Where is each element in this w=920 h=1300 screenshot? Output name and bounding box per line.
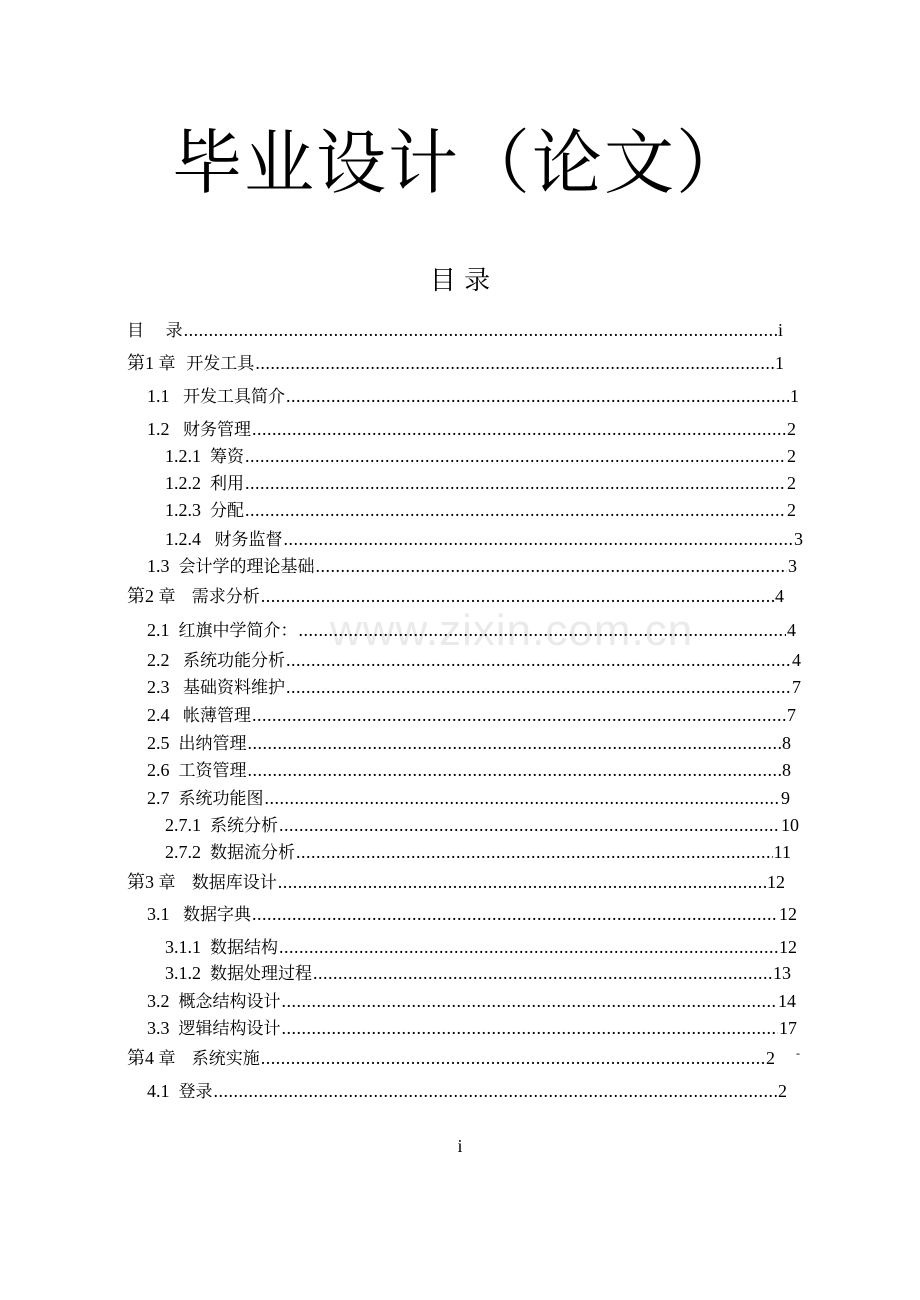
watermark: www.zixin.com.cn <box>330 606 694 655</box>
toc-entry[interactable] <box>147 1079 787 1103</box>
toc-entry-title: 目 录 <box>127 321 183 341</box>
toc-entry-title: 出纳管理 <box>178 734 247 754</box>
toc-entry[interactable] <box>165 961 791 985</box>
toc-entry-number: 3.1.1 <box>165 937 210 957</box>
toc-entry-page: 13 <box>773 963 791 983</box>
dot-leader <box>252 902 778 926</box>
toc-entry[interactable] <box>165 471 796 495</box>
toc-entry-title: 会计学的理论基础 <box>178 557 315 577</box>
dot-leader <box>313 961 772 985</box>
dot-leader <box>286 648 791 672</box>
toc-entry-title: 筹资 <box>210 447 244 467</box>
dot-leader <box>265 786 781 810</box>
dot-leader <box>255 351 774 375</box>
dot-leader <box>245 498 786 522</box>
dot-leader <box>278 870 766 894</box>
toc-entry[interactable] <box>165 498 796 522</box>
toc-entry-number: 第4 <box>127 1048 159 1068</box>
toc-entry-title: 红旗中学简介： <box>178 621 298 641</box>
dot-leader <box>248 731 782 755</box>
toc-entry-page: 4 <box>792 650 801 670</box>
toc-entry-title: 章 需求分析 <box>158 587 260 607</box>
toc-entry[interactable] <box>147 786 790 810</box>
toc-entry-page: 10 <box>781 815 799 835</box>
toc-entry-page: 3 <box>794 529 803 549</box>
toc-entry-number: 2.7.2 <box>165 842 210 862</box>
toc-entry-number: 1.1 <box>147 386 183 406</box>
toc-entry[interactable] <box>147 384 799 408</box>
toc-entry-page: 2 <box>787 419 796 439</box>
toc-entry[interactable] <box>147 554 797 578</box>
toc-entry-page: 12 <box>779 937 797 957</box>
toc-entry-title: 系统分析 <box>210 816 278 836</box>
toc-entry-number: 3.1 <box>147 904 183 924</box>
toc-entry-page: 14 <box>778 991 796 1011</box>
toc-entry[interactable] <box>147 902 797 926</box>
toc-entry[interactable] <box>147 417 796 441</box>
toc-entry-number: 2.3 <box>147 677 183 697</box>
stray-mark: - <box>796 1046 800 1060</box>
toc-entry-page: 2 <box>787 446 796 466</box>
toc-entry-page: 17 <box>779 1018 797 1038</box>
toc-entry[interactable] <box>127 870 785 894</box>
dot-leader <box>248 758 782 782</box>
toc-entry-title: 基础资料维护 <box>183 678 285 698</box>
toc-entry-page: 7 <box>792 677 801 697</box>
toc-entry-title: 系统功能分析 <box>183 651 285 671</box>
toc-entry[interactable] <box>147 758 791 782</box>
toc-entry-number: 2.7 <box>147 788 179 808</box>
toc-entry[interactable] <box>147 648 801 672</box>
toc-entry-title: 章 数据库设计 <box>158 873 277 893</box>
toc-entry-page: 1 <box>790 386 799 406</box>
toc-entry[interactable] <box>165 444 796 468</box>
toc-entry-number: 第1 <box>127 353 159 373</box>
toc-entry[interactable] <box>127 351 784 375</box>
toc-entry-number: 3.1.2 <box>165 963 210 983</box>
dot-leader <box>282 1016 779 1040</box>
toc-entry-number: 1.2.2 <box>165 473 210 493</box>
toc-entry-title: 章 系统实施 <box>158 1049 260 1069</box>
toc-entry-number: 1.2.3 <box>165 500 210 520</box>
toc-entry-title: 利用 <box>210 474 244 494</box>
toc-entry-page: 12 <box>779 904 797 924</box>
dot-leader <box>284 527 794 551</box>
toc-entry-page: 2 <box>766 1048 775 1068</box>
dot-leader <box>279 813 780 837</box>
dot-leader <box>184 318 777 342</box>
toc-entry-title: 分配 <box>210 501 244 521</box>
toc-entry[interactable] <box>165 840 791 864</box>
toc-entry-number: 2.7.1 <box>165 815 210 835</box>
toc-entry-title: 开发工具简介 <box>183 387 285 407</box>
page-number: i <box>457 1136 463 1156</box>
toc-entry-page: 2 <box>787 473 796 493</box>
dot-leader <box>252 703 786 727</box>
toc-entry-page: 2 <box>778 1081 787 1101</box>
dot-leader <box>252 417 786 441</box>
toc-entry[interactable] <box>127 584 784 608</box>
toc-entry-page: 4 <box>787 620 796 640</box>
toc-entry[interactable] <box>127 318 783 342</box>
toc-entry-page: 4 <box>775 586 784 606</box>
toc-entry[interactable] <box>147 1016 797 1040</box>
toc-entry[interactable] <box>127 1046 775 1070</box>
dot-leader <box>282 989 778 1013</box>
toc-entry-page: 3 <box>788 556 797 576</box>
toc-entry-number: 4.1 <box>147 1081 179 1101</box>
toc-entry-number: 1.2.4 <box>165 529 215 549</box>
toc-entry-number: 2.2 <box>147 650 183 670</box>
toc-heading: 目 录 <box>429 266 491 296</box>
toc-entry-page: 8 <box>782 760 791 780</box>
dot-leader <box>245 444 786 468</box>
toc-entry[interactable] <box>147 675 801 699</box>
toc-entry-title: 财务管理 <box>183 420 251 440</box>
toc-entry-page: 1 <box>775 353 784 373</box>
toc-entry-number: 1.3 <box>147 556 179 576</box>
toc-entry[interactable] <box>165 527 803 551</box>
toc-entry-number: 1.2.1 <box>165 446 210 466</box>
dot-leader <box>316 554 788 578</box>
toc-entry-page: 11 <box>773 842 791 862</box>
toc-entry-number: 第2 <box>127 586 159 606</box>
toc-entry-title: 财务监督 <box>214 530 283 550</box>
toc-entry[interactable] <box>165 813 799 837</box>
dot-leader <box>261 1046 765 1070</box>
toc-entry-page: 8 <box>782 733 791 753</box>
dot-leader <box>279 935 778 959</box>
toc-entry-page: 2 <box>787 500 796 520</box>
dot-leader <box>245 471 786 495</box>
toc-entry[interactable] <box>165 935 797 959</box>
toc-entry-title: 逻辑结构设计 <box>178 1019 281 1039</box>
toc-entry-page: 9 <box>781 788 790 808</box>
dot-leader <box>261 584 774 608</box>
toc-entry-title: 数据处理过程 <box>210 964 312 984</box>
toc-entry-number: 3.3 <box>147 1018 179 1038</box>
toc-entry-title: 概念结构设计 <box>178 992 281 1012</box>
toc-entry-number: 1.2 <box>147 419 183 439</box>
dot-leader <box>214 1079 778 1103</box>
toc-entry-page: 12 <box>767 872 785 892</box>
dot-leader <box>286 384 789 408</box>
toc-entry-number: 2.1 <box>147 620 179 640</box>
toc-entry-number: 3.2 <box>147 991 179 1011</box>
toc-entry-title: 系统功能图 <box>178 789 264 809</box>
dot-leader <box>286 675 791 699</box>
toc-entry[interactable] <box>147 618 796 642</box>
toc-entry-number: 2.6 <box>147 760 179 780</box>
toc-entry-number: 第3 <box>127 872 159 892</box>
toc-entry-title: 工资管理 <box>178 761 247 781</box>
toc-entry-title: 数据结构 <box>210 938 278 958</box>
dot-leader <box>299 618 787 642</box>
document-title: 毕业设计（论文） <box>172 122 748 204</box>
toc-entry-title: 帐薄管理 <box>183 706 251 726</box>
toc-entry-title: 章 开发工具 <box>158 354 255 374</box>
toc-entry[interactable] <box>147 703 796 727</box>
toc-entry-title: 数据流分析 <box>210 843 295 863</box>
toc-entry-page: i <box>777 320 783 340</box>
toc-entry[interactable] <box>147 989 796 1013</box>
toc-entry-page: 7 <box>787 705 796 725</box>
toc-entry-title: 数据字典 <box>183 905 251 925</box>
dot-leader <box>296 840 773 864</box>
toc-entry-number: 2.5 <box>147 733 179 753</box>
toc-entry-number: 2.4 <box>147 705 183 725</box>
toc-entry-title: 登录 <box>178 1082 213 1102</box>
toc-entry[interactable] <box>147 731 791 755</box>
